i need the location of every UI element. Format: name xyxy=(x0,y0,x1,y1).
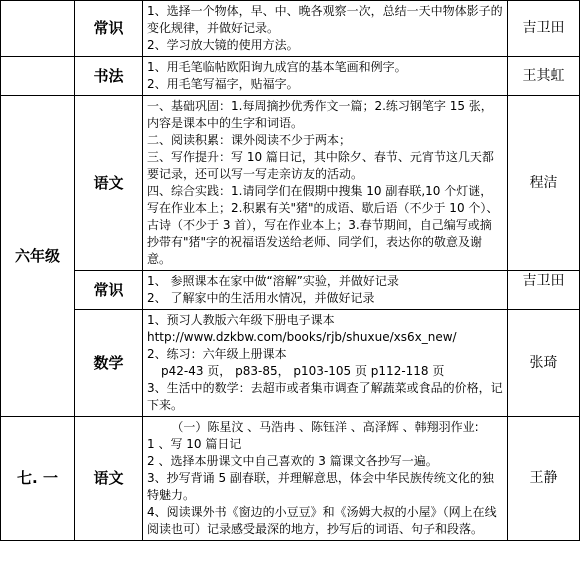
content-line: 1、预习人教版六年级下册电子课本 xyxy=(147,313,335,327)
content-line: 一、基础巩固：1.每周摘抄优秀作文一篇；2.练习钢笔字 15 张，内容是课本中的生字和词语。 xyxy=(147,99,493,130)
content-line: 2、 了解家中的生活用水情况，并做好记录 xyxy=(147,291,375,305)
table-row xyxy=(1,1,580,57)
subject-cell: 常识 xyxy=(75,271,143,310)
subject-cell: 常识 xyxy=(75,1,143,57)
subject-cell: 语文 xyxy=(75,96,143,271)
content-cell xyxy=(143,310,508,417)
content-line: （一）陈星汶 、马浩冉 、陈钰洋 、高泽辉 、韩翔羽作业: xyxy=(171,420,479,434)
content-line: 3、生活中的数学：去超市或者集市调查了解蔬菜或食品的价格，记下来。 xyxy=(147,381,503,412)
subject-cell: 语文 xyxy=(75,417,143,541)
grade-cell: 六年级 xyxy=(1,96,75,417)
content-cell xyxy=(143,1,508,57)
content-line: 2、练习：六年级上册课本 xyxy=(147,347,287,361)
content-line: 3、抄写背诵 5 副春联，并理解意思，体会中华民族传统文化的独特魅力。 xyxy=(147,471,494,502)
table-row xyxy=(1,96,580,271)
content-line: 二、阅读积累：课外阅读不少于两本； xyxy=(147,133,352,147)
content-line: 1 、写 10 篇日记 xyxy=(147,437,242,451)
teacher-cell: 吉卫田 xyxy=(508,1,580,57)
content-line: 2、用毛笔写福字，贴福字。 xyxy=(147,77,299,91)
content-line: 2 、选择本册课文中自己喜欢的 3 篇课文各抄写一遍。 xyxy=(147,454,438,468)
table-row xyxy=(1,271,580,310)
content-line: 1、选择一个物体，早、中、晚各观察一次，总结一天中物体影子的变化规律，并做好记录。 xyxy=(147,4,503,35)
content-cell xyxy=(143,96,508,271)
content-line: 1、 参照课本在家中做“溶解”实验，并做好记录 xyxy=(147,274,399,288)
content-line: p42-43 页， p83-85， p103-105 页 p112-118 页 xyxy=(161,364,445,378)
content-line: 2、学习放大镜的使用方法。 xyxy=(147,38,299,52)
content-line: 1、用毛笔临帖欧阳询九成宫的基本笔画和例字。 xyxy=(147,60,407,74)
table-row xyxy=(1,417,580,541)
table-row xyxy=(1,57,580,96)
table-row xyxy=(1,310,580,417)
teacher-cell: 王静 xyxy=(508,417,580,541)
teacher-cell: 吉卫田 xyxy=(508,271,580,310)
grade-cell: 七. 一 xyxy=(1,417,75,541)
grade-cell-empty xyxy=(1,57,75,96)
content-line: 四、综合实践：1.请同学们在假期中搜集 10 副春联,10 个灯谜，写在作业本上；2.积累有关"猪"的成语、歇后语（不少于 10 个）、古诗（不少于 3 首），写在作业本上；3.春节期间，自己编写或摘抄带有"猪"字的祝福语发送给老师、同学们，表达你的敬意及谢意。 xyxy=(147,184,499,266)
teacher-cell: 王其虹 xyxy=(508,57,580,96)
subject-cell: 书法 xyxy=(75,57,143,96)
content-cell xyxy=(143,271,508,310)
teacher-cell: 程洁 xyxy=(508,96,580,271)
content-line: http://www.dzkbw.com/books/rjb/shuxue/xs6x_new/ xyxy=(147,330,457,344)
grade-cell-empty xyxy=(1,1,75,57)
content-cell xyxy=(143,417,508,541)
content-cell xyxy=(143,57,508,96)
teacher-cell: 张琦 xyxy=(508,310,580,417)
content-line: 4、阅读课外书《窗边的小豆豆》和《汤姆大叔的小屋》（网上在线阅读也可）记录感受最深的地方，抄写后的词语、句子和段落。 xyxy=(147,505,497,536)
subject-cell: 数学 xyxy=(75,310,143,417)
content-line: 三、写作提升：写 10 篇日记，其中除夕、春节、元宵节这几天都要记录，还可以写一写走亲访友的活动。 xyxy=(147,150,494,181)
